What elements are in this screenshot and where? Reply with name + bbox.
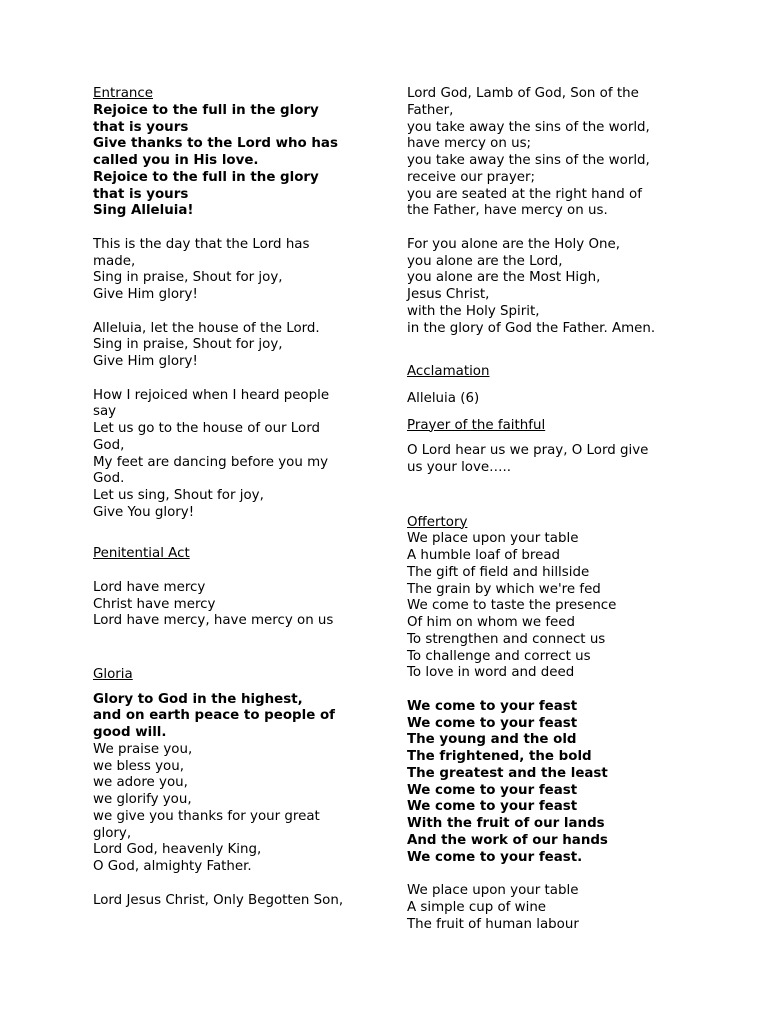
entrance-refrain-line: Rejoice to the full in the glory (93, 102, 319, 118)
gloria-continued-1-line: you take away the sins of the world, (407, 153, 650, 168)
offertory-verse-2-line: The fruit of human labour (407, 916, 579, 932)
entrance-verse-3-line: God, (93, 437, 125, 453)
offertory-verse-1-line: Of him on whom we feed (407, 615, 576, 630)
entrance-verse-1-line: made, (93, 253, 136, 269)
gloria-continued-2-line: in the glory of God the Father. Amen. (407, 320, 656, 336)
gloria-lines-line: glory, (93, 825, 132, 841)
acclamation-heading: Acclamation (407, 364, 490, 379)
gloria-continued-2-line: with the Holy Spirit, (407, 303, 540, 319)
offertory-verse-1-line: A humble loaf of bread (407, 548, 561, 563)
gloria-lines (93, 742, 383, 876)
gloria-bold-lines-line: and on earth peace to people of (93, 708, 335, 724)
gloria-continued-2-line: you alone are the Lord, (407, 253, 563, 269)
offertory-verse-1-line: We come to taste the presence (407, 598, 617, 614)
offertory-verse-2 (407, 883, 707, 933)
gloria-lines-line: we bless you, (93, 758, 184, 774)
offertory-verse-1 (407, 531, 707, 682)
gloria-lines-line: we adore you, (93, 775, 188, 791)
gloria-bold-lines-line: good will. (93, 725, 167, 740)
prayer-heading: Prayer of the faithful (407, 417, 546, 433)
offertory-refrain-line: The greatest and the least (407, 765, 608, 781)
offertory-refrain-line: The young and the old (407, 732, 577, 748)
entrance-verse-2-line: Sing in praise, Shout for joy, (93, 337, 283, 353)
entrance-verse-3-line: Give You glory! (93, 504, 195, 520)
gloria-continued-2-line: For you alone are the Holy One, (407, 236, 620, 252)
entrance-refrain-line: Give thanks to the Lord who has (93, 136, 338, 152)
gloria-heading: Gloria (93, 666, 133, 682)
offertory-refrain-line: We come to your feast. (407, 849, 583, 865)
gloria-continued-1-line: receive our prayer; (407, 169, 536, 185)
gloria-lines-line: we glorify you, (93, 792, 192, 807)
right-column (407, 86, 707, 933)
offertory-refrain (407, 699, 707, 867)
penitential-lines-line: Lord have mercy, have mercy on us (93, 613, 334, 629)
entrance-refrain-line: that is yours (93, 186, 189, 202)
entrance-verse-3-line: Let us go to the house of our Lord (93, 421, 320, 436)
prayer-lines-line: us your love….. (407, 460, 512, 475)
offertory-refrain-line: We come to your feast (407, 698, 578, 714)
offertory-verse-1-line: The gift of field and hillside (407, 564, 590, 580)
prayer-lines-line: O Lord hear us we pray, O Lord give (407, 443, 649, 459)
offertory-verse-1-line: We place upon your table (407, 531, 579, 547)
penitential-lines (93, 580, 383, 630)
entrance-verse-3-line: Let us sing, Shout for joy, (93, 488, 264, 503)
offertory-verse-1-line: To strengthen and connect us (407, 631, 606, 647)
offertory-refrain-line: We come to your feast (407, 782, 578, 798)
offertory-verse-2-line: We place upon your table (407, 883, 579, 898)
entrance-refrain (93, 103, 383, 220)
offertory-verse-1-line: To challenge and correct us (407, 648, 591, 664)
entrance-refrain-line: Rejoice to the full in the glory (93, 169, 319, 185)
prayer-lines (407, 443, 707, 477)
gloria-bold-lines-line: Glory to God in the highest, (93, 691, 303, 707)
left-column (93, 86, 383, 909)
entrance-verse-3-line: God. (93, 471, 125, 487)
offertory-verse-2-line: A simple cup of wine (407, 899, 547, 915)
entrance-verse-1-line: Give Him glory! (93, 287, 198, 302)
offertory-heading: Offertory (407, 514, 468, 530)
gloria-lines-line: O God, almighty Father. (93, 859, 252, 874)
penitential-lines-line: Christ have mercy (93, 596, 216, 612)
entrance-verse-1-line: This is the day that the Lord has (93, 236, 310, 252)
gloria-continued-1 (407, 86, 707, 220)
gloria-continued-1-line: Lord God, Lamb of God, Son of the (407, 86, 639, 101)
gloria-continued-2-line: Jesus Christ, (407, 287, 490, 302)
gloria-lines-line: Lord God, heavenly King, (93, 842, 262, 858)
entrance-refrain-line: Sing Alleluia! (93, 203, 194, 219)
gloria-continued-1-line: the Father, have mercy on us. (407, 203, 608, 219)
gloria-continued-1-line: you take away the sins of the world, (407, 119, 650, 135)
gloria-continued-2 (407, 237, 707, 338)
offertory-verse-1-line: The grain by which we're fed (407, 581, 601, 597)
gloria-lines-line: we give you thanks for your great (93, 808, 320, 824)
offertory-refrain-line: The frightened, the bold (407, 749, 592, 764)
gloria-bold-lines (93, 692, 383, 742)
offertory-refrain-line: We come to your feast (407, 715, 578, 731)
entrance-verse-3-line: say (93, 404, 117, 420)
entrance-verse-2 (93, 321, 383, 371)
penitential-lines-line: Lord have mercy (93, 579, 206, 595)
gloria-continued-1-line: you are seated at the right hand of (407, 186, 642, 202)
entrance-verse-3-line: How I rejoiced when I heard people (93, 387, 330, 403)
entrance-verse-3 (93, 388, 383, 522)
gloria-continued-1-line: Father, (407, 102, 454, 118)
gloria-lines-line: We praise you, (93, 741, 193, 757)
gloria-continued-2-line: you alone are the Most High, (407, 270, 601, 286)
entrance-refrain-line: called you in His love. (93, 153, 259, 168)
entrance-heading: Entrance (93, 86, 153, 101)
entrance-verse-1-line: Sing in praise, Shout for joy, (93, 270, 283, 286)
gloria-last-line: Lord Jesus Christ, Only Begotten Son, (93, 892, 344, 908)
offertory-refrain-line: We come to your feast (407, 799, 578, 815)
offertory-refrain-line: And the work of our hands (407, 832, 608, 848)
entrance-verse-3-line: My feet are dancing before you my (93, 454, 329, 470)
entrance-verse-2-line: Alleluia, let the house of the Lord. (93, 320, 320, 336)
gloria-continued-1-line: have mercy on us; (407, 136, 532, 152)
offertory-refrain-line: With the fruit of our lands (407, 816, 605, 831)
entrance-verse-2-line: Give Him glory! (93, 354, 198, 369)
penitential-heading: Penitential Act (93, 546, 190, 562)
offertory-verse-1-line: To love in word and deed (407, 665, 575, 681)
entrance-refrain-line: that is yours (93, 119, 189, 135)
entrance-verse-1 (93, 237, 383, 304)
acclamation-text: Alleluia (6) (407, 390, 480, 406)
